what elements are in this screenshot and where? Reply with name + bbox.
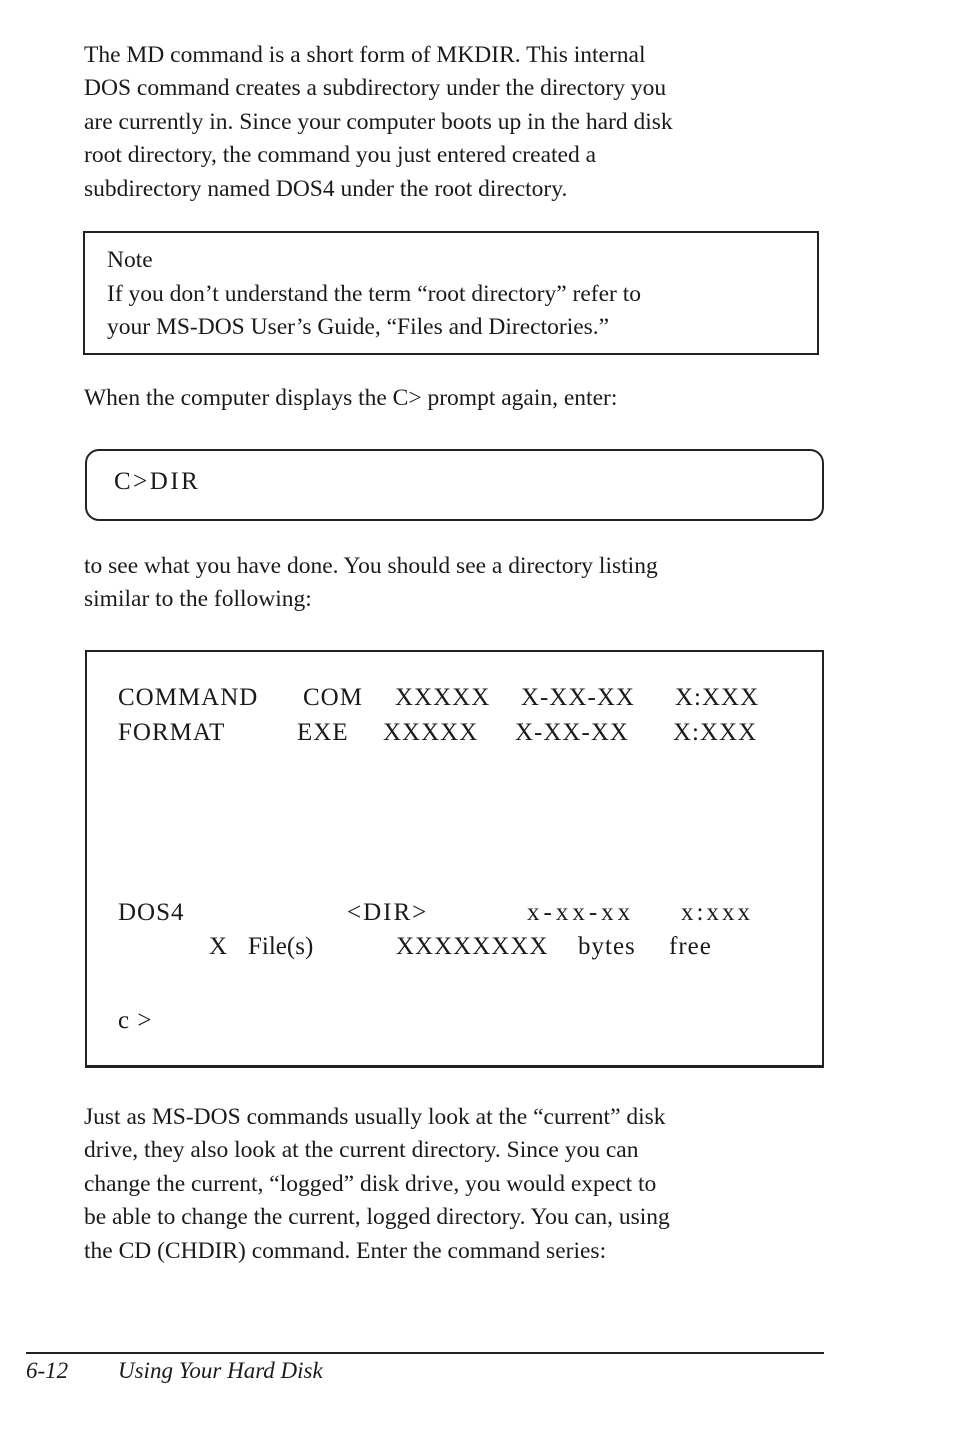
free-label: free [669,933,712,960]
text-line: change the current, “logged” disk drive, you would expect to [84,1170,657,1197]
text-line: DOS command creates a subdirectory under the directory you [84,75,667,102]
bytes-label: bytes [578,933,636,960]
text-line: drive, they also look at the current directory. Since you can [84,1137,639,1164]
prompt-paragraph [84,382,819,415]
file-ext: EXE [297,719,349,746]
text-line: The MD command is a short form of MKDIR. This internal [84,42,646,68]
dir-name: DOS4 [118,899,185,926]
intro-paragraph [84,39,819,206]
text-line: similar to the following: [84,586,312,613]
note-box [83,231,819,355]
note-line: your MS-DOS User’s Guide, “Files and Directories.” [107,314,610,340]
chapter-title: Using Your Hard Disk [118,1358,323,1383]
footer-rule [26,1352,824,1354]
text-line: Just as MS-DOS commands usually look at the “current” disk [84,1104,666,1130]
file-date: X-XX-XX [521,684,635,711]
text-line: root directory, the command you just entered created a [84,142,597,169]
file-date: X-XX-XX [515,719,629,746]
note-title: Note [107,247,153,273]
directory-listing [85,650,824,1068]
text-line: be able to change the current, logged directory. You can, using [84,1204,670,1231]
dir-date: x-xx-xx [527,899,635,926]
command-box [85,449,824,521]
text-line: the CD (CHDIR) command. Enter the command series: [84,1237,607,1264]
file-time: X:XXX [673,719,758,746]
listing-intro-paragraph [84,550,819,617]
file-count: X [209,933,229,960]
text-line: When the computer displays the C> prompt again, enter: [84,385,618,411]
dir-tag: <DIR> [347,899,429,926]
text-line: to see what you have done. You should see a directory listing [84,553,658,579]
file-ext: COM [303,684,363,711]
files-label: File(s) [248,933,314,960]
dos-prompt: c > [118,1007,153,1034]
bytes-free-count: XXXXXXXX [396,933,549,960]
file-name: FORMAT [118,719,226,746]
file-name: COMMAND [118,684,259,711]
file-time: X:XXX [675,684,760,711]
file-size: XXXXX [383,719,479,746]
text-line: subdirectory named DOS4 under the root directory. [84,175,568,202]
dir-time: x:xxx [681,899,753,926]
page-number: 6-12 [26,1358,69,1383]
command-text: C>DIR [114,468,201,495]
file-size: XXXXX [395,684,491,711]
current-directory-paragraph [84,1101,819,1268]
note-line: If you don’t understand the term “root directory” refer to [107,281,641,307]
text-line: are currently in. Since your computer boots up in the hard disk [84,108,673,135]
